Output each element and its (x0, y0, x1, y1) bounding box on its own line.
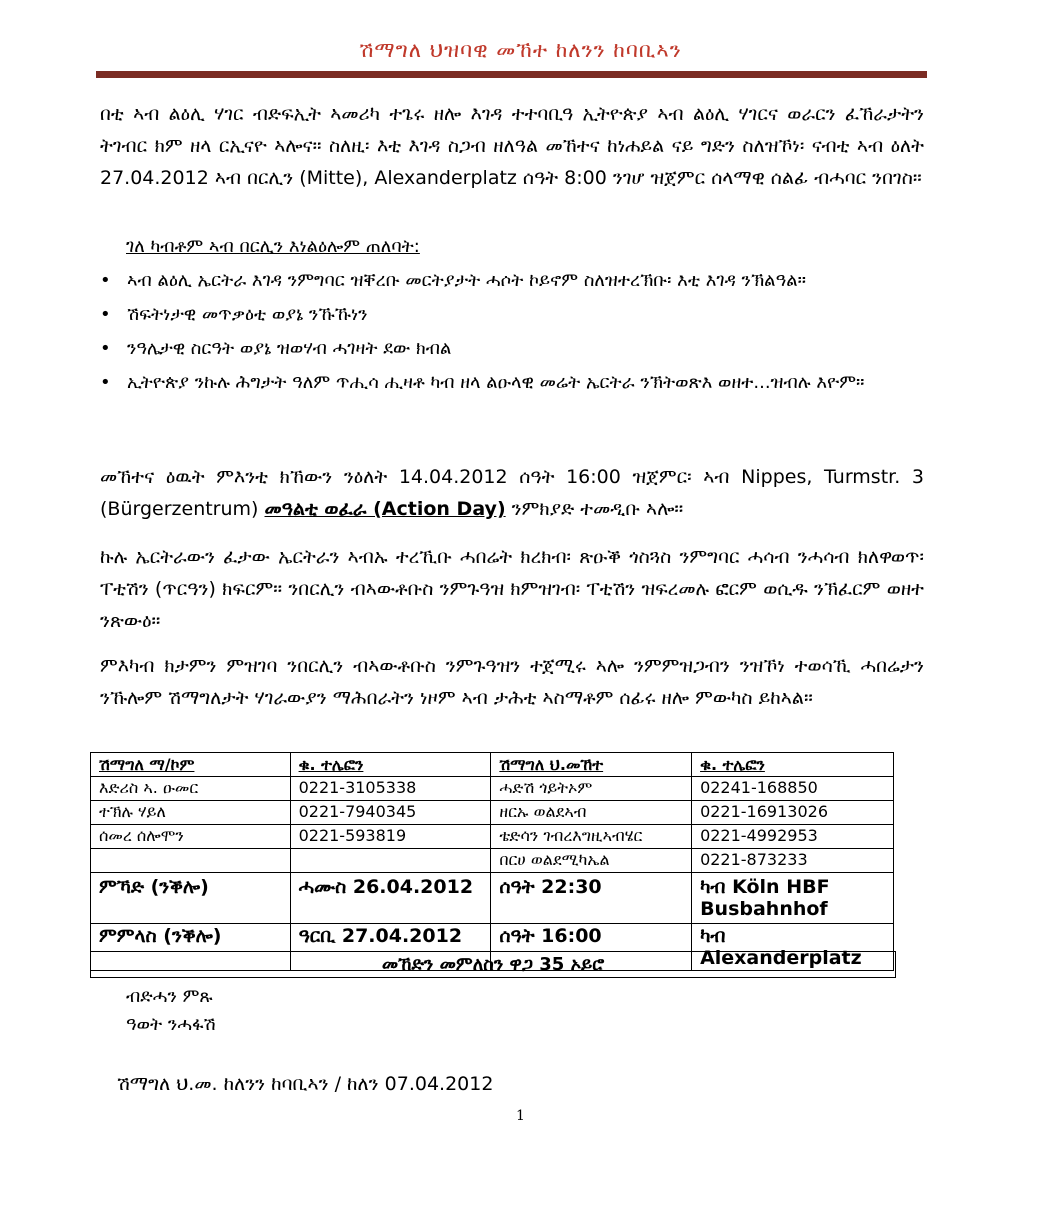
action-day-highlight: መዓልቲ ወፈራ (Action Day) (264, 498, 506, 520)
table-row (91, 849, 894, 873)
demand-item: • ኢትዮጵያ ንኩሉ ሕግታት ዓለም ጥሒሳ ሒዛቶ ካብ ዘላ ልዑላዊ መሬት ኤርትራ ንኽትወጽእ ወዘተ...ዝብሉ እዮም። (100, 367, 924, 399)
contact-phone: 02241-168850 (692, 777, 894, 801)
contact-phone: 0221-4992953 (692, 825, 894, 849)
return-date: ዓርቢ 27.04.2012 (290, 924, 491, 971)
contact-phone: 0221-3105338 (290, 777, 491, 801)
contact-name: ዘርኡ ወልደኣብ (491, 801, 692, 825)
price-row: መኸድን መምለስን ዋጋ 35 ኦይሮ (90, 951, 896, 978)
departure-date: ሓሙስ 26.04.2012 (290, 873, 491, 924)
return-label: ምምላስ (ንቕሎ) (91, 924, 291, 971)
document-title: ሽማግለ ህዝባዊ መኸተ ከለንን ከባቢኣን (359, 38, 682, 62)
preparation-paragraph (100, 461, 924, 525)
demand-item: • ኣብ ልዕሊ ኤርትራ እገዳ ንምግባር ዝቐረቡ መርትያታት ሓሶት ኮይኖም ስለዝተረኽቡ፡ እቲ እገዳ ንኽልዓል። (100, 265, 924, 297)
contact-phone: 0221-7940345 (290, 801, 491, 825)
demand-item: • ሽፍትነታዊ መጥቃዕቲ ወያኔ ንኹኹነን (100, 299, 924, 331)
contact-name: ሓድሽ ጎይትኦም (491, 777, 692, 801)
column-header: ቁ. ተሌፎን (290, 753, 491, 777)
contact-name: ቴድሳን ገብረእግዚኣብሄር (491, 825, 692, 849)
contacts-table (90, 752, 894, 971)
departure-row (91, 873, 894, 924)
contact-name (91, 849, 291, 873)
table-header-row (91, 753, 894, 777)
return-place: ካብ Alexanderplatz (692, 924, 894, 971)
return-time: ሰዓት 16:00 (491, 924, 692, 971)
demands-heading: ገለ ካብቶም ኣብ በርሊን እነልዕሎም ጠለባት: (126, 236, 420, 257)
column-header: ቁ. ተሌፎን (692, 753, 894, 777)
header-divider (96, 71, 927, 78)
intro-paragraph: በቲ ኣብ ልዕሊ ሃገር ብድፍኢት ኣመሪካ ተጌሩ ዘሎ እገዳ ተተባቢዓ ኢትዮጵያ ኣብ ልዕሊ ሃገርና ወራርን ፈኸራታትን ትገብር ክም ዘላ ርኢናዮ ኣሎና። ስለዚ፡ እቲ እገዳ ስጋብ ዘለዓል መኸተና ከነሐይል ናይ ግድን ስለዝኾነ፡ ናብቲ ኣብ ዕለት 27.04.2012 ኣብ በርሊን (Mitte), Alexanderplatz ሰዓት 8:00 ንገሆ ዝጀምር ሰላማዊ ሰልፊ ብሓባር ንበገስ። (100, 103, 924, 189)
table-row (91, 777, 894, 801)
preparation-text-before: መኸተና ዕዉት ምእንቲ ክኸውን ንዕለት 14.04.2012 ሰዓት 16:00 ዝጀምር፡ ኣብ Nippes, Turmstr. 3 (Bürgerzentrum) (100, 466, 924, 520)
contact-phone (290, 849, 491, 873)
preparation-text-after: ንምክያድ ተመዲቡ ኣሎ። (511, 498, 684, 520)
table-row (91, 825, 894, 849)
contact-name: በርሀ ወልደሚካኤል (491, 849, 692, 873)
contact-phone: 0221-593819 (290, 825, 491, 849)
departure-place: ካብ Köln HBF Busbahnhof (692, 873, 894, 924)
departure-time: ሰዓት 22:30 (491, 873, 692, 924)
table-row (91, 801, 894, 825)
contact-phone: 0221-873233 (692, 849, 894, 873)
column-header: ሽማግለ ማ/ኮም (91, 753, 291, 777)
contact-name: ተኽሉ ሃይለ (91, 801, 291, 825)
registration-paragraph: ምእካብ ክታምን ምዝገባ ንበርሊን ብኣውቶቡስ ንምጉዓዝን ተጀሚሩ ኣሎ ንምምዝጋብን ንዝኾነ ተወሳኺ ሓበሬታን ንኹሎም ሽማግለታት ሃገራውያን ማሕበራትን ነዞም ኣብ ታሕቲ ኣስማቶም ሰፊሩ ዘሎ ምውካስ ይከኣል። (100, 655, 924, 709)
contact-phone: 0221-16913026 (692, 801, 894, 825)
demand-item: • ንዓሌታዊ ስርዓት ወያኔ ዝወሃብ ሓገዛት ደው ክብል (100, 333, 924, 365)
demands-list (100, 265, 924, 401)
closing-slogan: ዓወት ንሓፋሽ (126, 1014, 216, 1035)
column-header: ሽማግለ ህ.መኸተ (491, 753, 692, 777)
closing-greeting: ብድሓን ምጹ (126, 986, 213, 1007)
departure-label: ምኻድ (ንቕሎ) (91, 873, 291, 924)
issuer-line: ሽማግለ ህ.መ. ከለንን ከባቢኣን / ከለን 07.04.2012 (117, 1073, 494, 1095)
contact-name: እድሪስ ኣ. ዑመር (91, 777, 291, 801)
page-number: 1 (516, 1108, 525, 1124)
contact-name: ሰመረ ሰሎሞን (91, 825, 291, 849)
petition-paragraph: ኩሉ ኤርትራውን ፈታው ኤርትራን ኣብኡ ተረኺቡ ሓበሬት ክረክብ፡ ጽዑቕ ጎስጓስ ንምግባር ሓሳብ ንሓሳብ ክለዋወጥ፡ ፐቲሽን (ጥርዓን) ክፍርም። ንበርሊን ብኣውቶቡስ ንምጉዓዝ ክምዝገብ፡ ፐቲሽን ዝፍረመሉ ፎርም ወሲዱ ንኽፈርም ወዘተ ንጽውዕ። (100, 546, 924, 632)
